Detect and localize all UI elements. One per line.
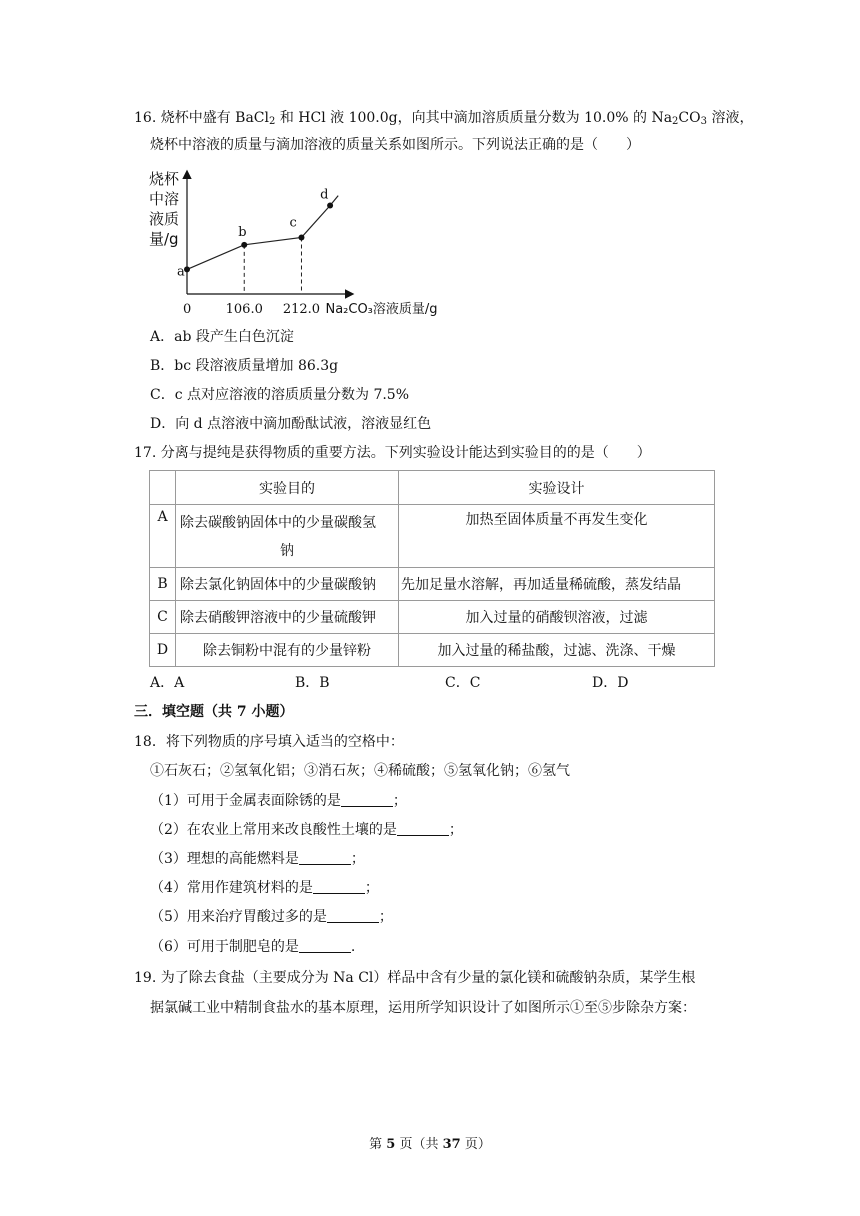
- x-axis-label: Na₂CO₃溶液质量/g: [325, 302, 438, 317]
- table-header-blank: [150, 471, 176, 505]
- y-axis-label-line: 中溶: [149, 190, 180, 208]
- q16-stem-line2: 烧杯中溶液的质量与滴加溶液的质量关系如图所示。下列说法正确的是（ ）: [150, 137, 640, 153]
- section-title: 三．填空题（共 7 小题）: [134, 704, 294, 720]
- data-point: [298, 234, 304, 240]
- data-point: [241, 242, 247, 248]
- q18-item-5: （5）用来治疗胃酸过多的是 ；: [150, 909, 393, 925]
- table-row: [150, 634, 715, 667]
- q16-option-c: C．c 点对应溶液的溶质质量分数为 7.5%: [150, 387, 410, 403]
- series-line: [187, 196, 338, 270]
- q16-stem-line1: 16. 烧杯中盛有 BaCl$_2$ 和 HCl 液 100.0g，向其中滴加溶质质量分数为 10.0% 的 $Na_2CO_3$ 溶液，: [134, 110, 754, 127]
- q16-option-b: B．bc 段溶液质量增加 86.3g: [150, 358, 339, 374]
- point-label: b: [238, 224, 247, 240]
- table-row: [150, 601, 715, 634]
- q18-substances: ①石灰石；②氢氧化铝；③消石灰；④稀硫酸；⑤氢氧化钠；⑥氢气: [150, 763, 570, 779]
- answer-blank[interactable]: [327, 907, 379, 923]
- q18-item-6: （6）可用于制肥皂的是 .: [150, 939, 356, 955]
- page-number: 5: [386, 1137, 396, 1152]
- x-tick-label: 106.0: [225, 302, 263, 317]
- row-goal: 除去碳酸钠固体中的少量碳酸氢 钠: [176, 505, 399, 568]
- q16-option-d: D．向 d 点溶液中滴加酚酞试液，溶液显红色: [150, 416, 432, 432]
- origin-label: 0: [183, 302, 192, 317]
- data-point: [184, 266, 190, 272]
- data-point: [327, 203, 333, 209]
- table-header-goal: 实验目的: [176, 471, 399, 505]
- page-footer: 第 5 页（共 37 页）: [369, 1137, 491, 1152]
- row-option: D: [150, 634, 176, 667]
- q19-number: 19.: [134, 970, 157, 986]
- q18-number: 18．: [134, 734, 166, 750]
- q16-option-a: A．ab 段产生白色沉淀: [150, 329, 294, 345]
- y-axis-label-line: 量/g: [149, 230, 179, 248]
- row-design: 加热至固体质量不再发生变化: [399, 505, 715, 568]
- answer-blank[interactable]: [299, 849, 351, 865]
- answer-blank[interactable]: [397, 820, 449, 836]
- point-label: d: [320, 187, 329, 203]
- row-goal: 除去铜粉中混有的少量锌粉: [176, 634, 399, 667]
- q18-stem: 18．将下列物质的序号填入适当的空格中：: [134, 734, 404, 750]
- q17-answer-c: C．C: [445, 675, 481, 691]
- row-goal: 除去氯化钠固体中的少量碳酸钠: [176, 568, 399, 601]
- q17-answer-a: A．A: [150, 675, 185, 691]
- q16-chart: [145, 168, 445, 318]
- table-row: [150, 568, 715, 601]
- q18-item-4: （4）常用作建筑材料的是 ；: [150, 880, 379, 896]
- y-axis-label-line: 液质: [149, 210, 180, 228]
- table-header-row: [150, 471, 715, 505]
- q18-item-1: （1）可用于金属表面除锈的是 ；: [150, 793, 407, 809]
- row-design: 先加足量水溶解，再加适量稀硫酸，蒸发结晶: [399, 568, 715, 601]
- answer-blank[interactable]: [341, 791, 393, 807]
- page-total: 37: [442, 1137, 461, 1152]
- q17-answer-d: D．D: [592, 675, 629, 691]
- q18-item-3: （3）理想的高能燃料是 ；: [150, 851, 365, 867]
- point-label: a: [177, 264, 185, 280]
- q19-line2: 据氯碱工业中精制食盐水的基本原理，运用所学知识设计了如图所示①至⑤步除杂方案：: [150, 1000, 696, 1016]
- point-label: c: [289, 215, 297, 231]
- row-design: 加入过量的硝酸钡溶液，过滤: [399, 601, 715, 634]
- q17-answer-b: B．B: [295, 675, 330, 691]
- y-axis-label-line: 烧杯: [149, 170, 180, 188]
- q16-number: 16.: [134, 110, 157, 126]
- q18-item-2: （2）在农业上常用来改良酸性土壤的是 ；: [150, 822, 463, 838]
- row-goal: 除去硝酸钾溶液中的少量硫酸钾: [176, 601, 399, 634]
- q17-stem: 17. 分离与提纯是获得物质的重要方法。下列实验设计能达到实验目的的是（ ）: [134, 445, 651, 461]
- q17-number: 17.: [134, 445, 157, 461]
- row-option: B: [150, 568, 176, 601]
- answer-blank[interactable]: [313, 878, 365, 894]
- q19-line1: 19. 为了除去食盐（主要成分为 Na Cl）样品中含有少量的氯化镁和硫酸钠杂质，某学生根: [134, 970, 696, 986]
- q17-table: [149, 470, 715, 667]
- table-row: [150, 505, 715, 568]
- x-tick-label: 212.0: [282, 302, 321, 317]
- answer-blank[interactable]: [299, 937, 351, 953]
- row-option: A: [150, 505, 176, 568]
- y-axis-label: [149, 170, 180, 248]
- row-option: C: [150, 601, 176, 634]
- table-header-design: 实验设计: [399, 471, 715, 505]
- row-design: 加入过量的稀盐酸，过滤、洗涤、干燥: [399, 634, 715, 667]
